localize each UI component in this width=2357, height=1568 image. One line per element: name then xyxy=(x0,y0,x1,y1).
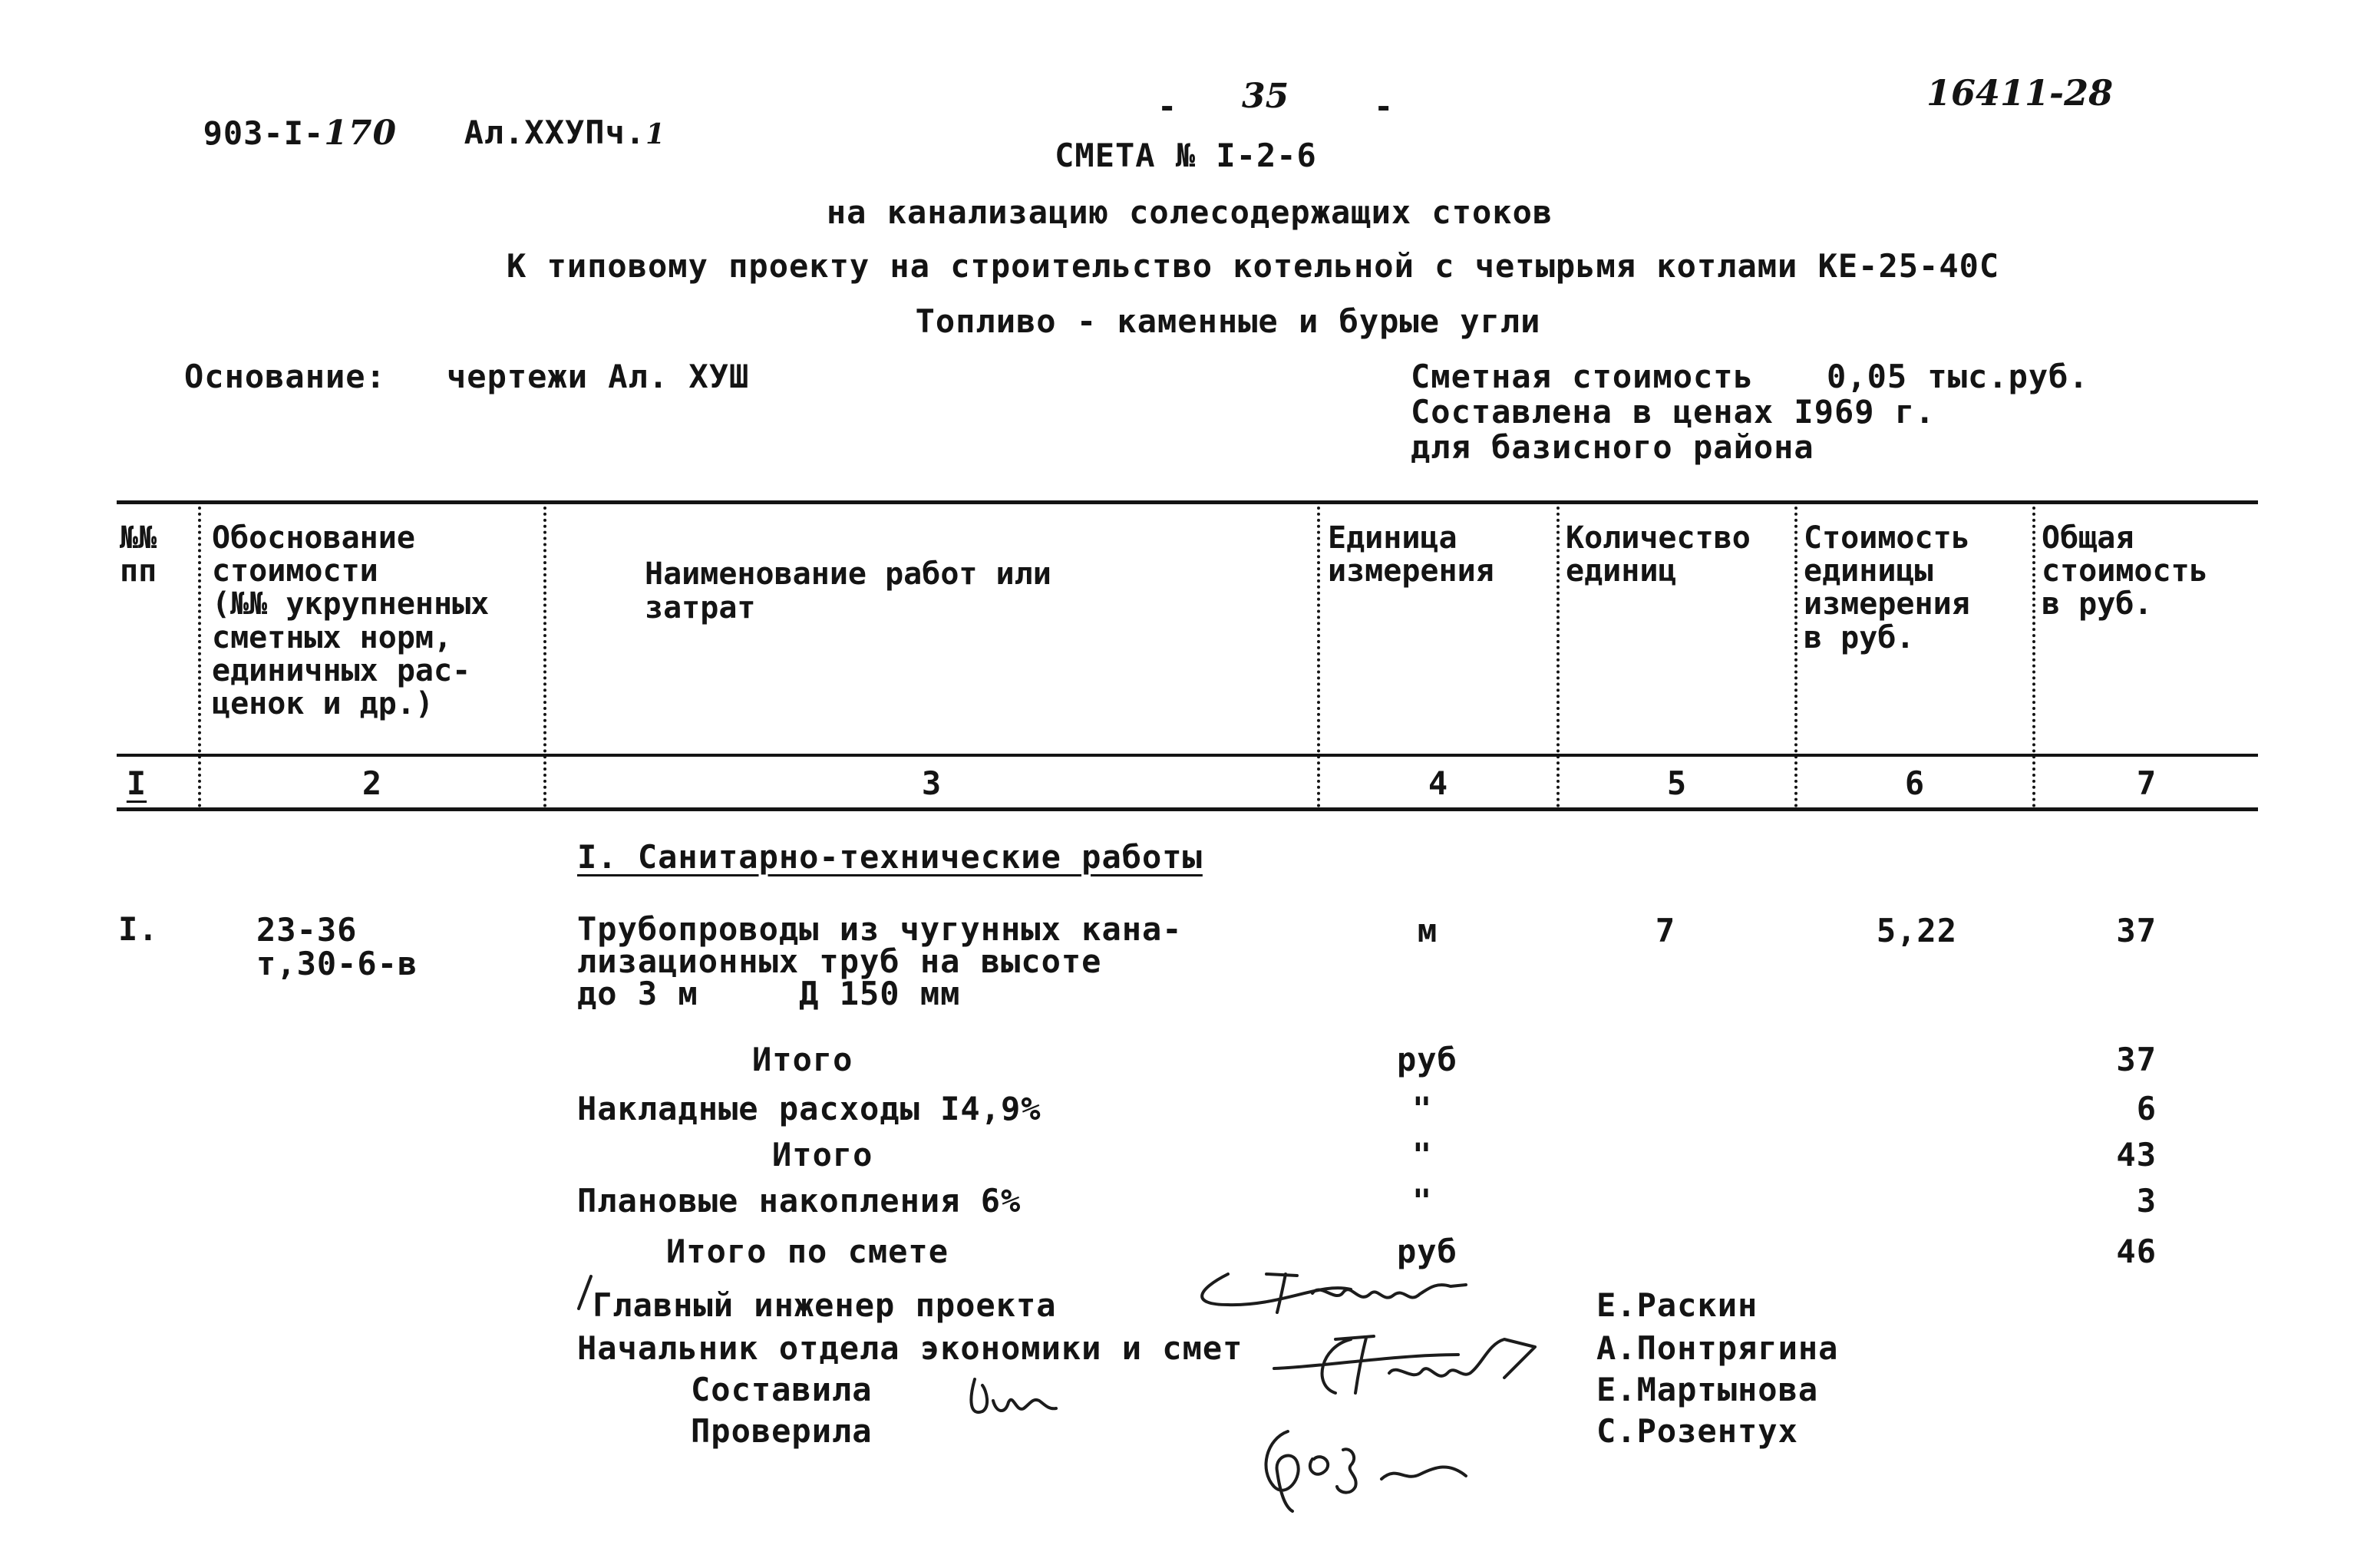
totals-value: 37 xyxy=(2116,1041,2157,1078)
totals-unit: " xyxy=(1412,1182,1433,1220)
row-number: I. xyxy=(118,910,159,948)
page-number: 35 xyxy=(1242,77,1289,116)
basis-value: чертежи Ал. ХУШ xyxy=(447,358,750,395)
totals-unit: руб xyxy=(1397,1233,1457,1270)
price-base-line: Составлена в ценах I969 г. xyxy=(1411,393,1936,431)
section-title: I. Санитарно-технические работы xyxy=(577,838,1203,876)
page-dash-right: - xyxy=(1374,87,1395,125)
column-number-4: 4 xyxy=(1428,764,1449,802)
signature-role: Начальник отдела экономики и смет xyxy=(577,1329,1243,1367)
table-header-rule xyxy=(117,754,2258,757)
compiler-signature xyxy=(959,1370,1113,1424)
inventory-number: 16411-28 xyxy=(1926,72,2114,114)
chief-engineer-signature xyxy=(568,1270,599,1316)
column-header-unit: Единица измерения xyxy=(1328,520,1494,589)
signature-role: Проверила xyxy=(691,1412,873,1450)
totals-unit: руб xyxy=(1397,1041,1457,1078)
totals-value: 6 xyxy=(2136,1090,2157,1127)
column-separator xyxy=(1317,507,1320,807)
row-work-name: Трубопроводы из чугунных кана- лизационных труб на высоте до 3 м Д 150 мм xyxy=(577,910,1183,1012)
signature-name: А.Понтрягина xyxy=(1596,1329,1839,1367)
totals-label: Итого xyxy=(772,1136,873,1174)
document-code xyxy=(163,84,398,153)
signature-name: С.Розентух xyxy=(1596,1412,1798,1450)
totals-unit: " xyxy=(1412,1136,1433,1174)
column-header-total: Общая стоимость в руб. xyxy=(2042,520,2208,622)
signature-name: Е.Раскин xyxy=(1596,1286,1758,1324)
row-basis: 23-36 т,30-6-в xyxy=(256,911,418,983)
column-number-3: 3 xyxy=(921,764,942,802)
smeta-title: СМЕТА № I-2-6 xyxy=(1055,137,1317,174)
fuel-line: Топливо - каменные и бурые угли xyxy=(915,302,1541,340)
row-unit-cost: 5,22 xyxy=(1876,912,1957,949)
row-total: 37 xyxy=(2116,912,2157,949)
column-number-1: I xyxy=(126,764,147,802)
album-handwritten: 1 xyxy=(645,118,666,150)
estimated-cost-label: Сметная стоимость xyxy=(1411,358,1754,395)
column-number-6: 6 xyxy=(1904,764,1926,802)
project-line: К типовому проекту на строительство котельной с четырьмя котлами КЕ-25-40С xyxy=(507,247,2000,285)
column-separator xyxy=(1794,507,1797,807)
column-header-name: Наименование работ или затрат xyxy=(645,556,1051,626)
signature-name: Е.Мартынова xyxy=(1596,1371,1819,1408)
totals-label: Итого xyxy=(752,1041,853,1078)
column-number-2: 2 xyxy=(361,764,383,802)
column-number-7: 7 xyxy=(2136,764,2157,802)
totals-value: 46 xyxy=(2116,1233,2157,1270)
album-reference xyxy=(424,84,665,149)
totals-value: 3 xyxy=(2136,1182,2157,1220)
column-separator xyxy=(1556,507,1560,807)
totals-label: Итого по смете xyxy=(666,1233,949,1270)
department-head-signature xyxy=(1259,1316,1581,1401)
row-unit: м xyxy=(1417,912,1438,949)
totals-label: Накладные расходы I4,9% xyxy=(577,1090,1042,1127)
table-top-rule xyxy=(117,500,2258,504)
album-printed: Ал.XXУПч. xyxy=(464,114,646,151)
column-header-qty: Количество единиц xyxy=(1566,520,1751,589)
column-number-5: 5 xyxy=(1666,764,1688,802)
signature-role: Составила xyxy=(691,1371,873,1408)
column-header-unit-cost: Стоимость единицы измерения в руб. xyxy=(1804,520,1970,655)
estimated-cost-value: 0,05 тыс.руб. xyxy=(1827,358,2089,395)
column-separator xyxy=(543,507,546,807)
document-code-printed: 903-I- xyxy=(203,114,325,152)
table-number-row-rule xyxy=(117,807,2258,811)
document-code-handwritten: 170 xyxy=(324,114,398,153)
smeta-subject: на канализацию солесодержащих стоков xyxy=(826,193,1553,231)
totals-unit: " xyxy=(1412,1090,1433,1127)
basis-label: Основание: xyxy=(184,358,386,395)
page-dash-left: - xyxy=(1157,87,1178,125)
checker-signature xyxy=(1243,1416,1489,1516)
row-quantity: 7 xyxy=(1655,912,1676,949)
totals-value: 43 xyxy=(2116,1136,2157,1174)
column-header-num: №№ пп xyxy=(120,520,157,589)
column-separator xyxy=(198,507,201,807)
column-header-basis: Обоснование стоимости (№№ укрупненных сметных норм, единичных рас- ценок и др.) xyxy=(212,520,490,721)
totals-label: Плановые накопления 6% xyxy=(577,1182,1022,1220)
signature-role: Главный инженер проекта xyxy=(593,1286,1057,1324)
region-line: для базисного района xyxy=(1411,428,1814,466)
column-separator xyxy=(2032,507,2035,807)
